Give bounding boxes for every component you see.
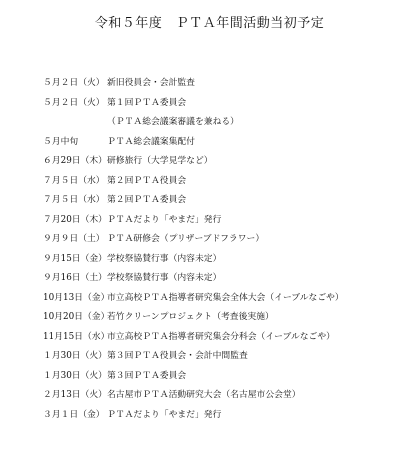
schedule-row	[43, 189, 413, 209]
schedule-date: ９月15日（金）	[43, 253, 107, 264]
schedule-row	[43, 72, 413, 92]
schedule-row	[43, 306, 413, 326]
schedule-row	[43, 287, 413, 307]
schedule-date: ６月29日（木）	[43, 156, 107, 167]
schedule-event: 第３回ＰＴＡ委員会	[107, 370, 187, 381]
schedule-row	[43, 384, 413, 404]
schedule-row	[43, 150, 413, 170]
schedule-event: 名古屋市ＰＴＡ活動研究大会（名古屋市公会堂）	[107, 390, 301, 401]
schedule-row	[43, 345, 413, 365]
schedule-date: ５月中旬	[43, 136, 79, 147]
schedule-event: 研修旅行（大学見学など）	[107, 156, 213, 167]
schedule-event: ＰＴＡだより「やまだ」発行	[107, 214, 222, 225]
schedule-row	[43, 228, 413, 248]
schedule-row	[43, 111, 413, 131]
schedule-event: 第３回ＰＴＡ役員会・会計中間監査	[107, 351, 248, 362]
schedule-date: ９月16日（土）	[43, 273, 107, 284]
schedule-date: ７月20日（木）	[43, 214, 107, 225]
schedule-date: １月30日（火）	[43, 370, 107, 381]
schedule-date: ３月１日（金）	[43, 409, 105, 420]
schedule-date: ７月５日（水）	[43, 195, 105, 206]
schedule-date: ９月９日（土）	[43, 234, 105, 245]
schedule-event: 第２回ＰＴＡ委員会	[107, 195, 187, 206]
schedule-event: 若竹クリーンプロジェクト（考査後実施）	[107, 312, 274, 323]
schedule-row	[43, 248, 413, 268]
schedule-row	[43, 170, 413, 190]
schedule-date: １月30日（火）	[43, 351, 107, 362]
schedule-row	[43, 365, 413, 385]
schedule-row	[43, 131, 413, 151]
schedule-event: （ＰＴＡ総会議案審議を兼ねる）	[107, 117, 239, 128]
schedule-row	[43, 326, 413, 346]
schedule-event: 市立高校ＰＴＡ指導者研究集会全体大会（イーブルなごや）	[107, 292, 344, 303]
schedule-date: ５月２日（火）	[43, 97, 105, 108]
schedule-event: 学校祭協賛行事（内容未定）	[107, 273, 222, 284]
schedule-event: ＰＴＡ研修会（プリザーブドフラワー）	[107, 234, 265, 245]
schedule-list	[43, 72, 413, 423]
schedule-event: 第１回ＰＴＡ委員会	[107, 97, 187, 108]
schedule-row	[43, 209, 413, 229]
schedule-row	[43, 267, 413, 287]
schedule-date: ５月２日（火）	[43, 78, 105, 89]
schedule-date: ７月５日（水）	[43, 175, 105, 186]
schedule-event: 学校祭協賛行事（内容未定）	[107, 253, 222, 264]
schedule-event: 新旧役員会・会計監査	[107, 78, 195, 89]
schedule-date: ２月13日（火）	[43, 390, 107, 401]
schedule-row	[43, 92, 413, 112]
schedule-row	[43, 404, 413, 424]
schedule-date: 10月13日（金）	[43, 292, 110, 303]
schedule-event: ＰＴＡ総会議案集配付	[107, 136, 195, 147]
schedule-event: 市立高校ＰＴＡ指導者研究集会分科会（イーブルなごや）	[107, 331, 335, 342]
schedule-date: 10月20日（金）	[43, 312, 110, 323]
page-title: 令和５年度 ＰＴＡ年間活動当初予定	[94, 16, 325, 31]
schedule-event: ＰＴＡだより「やまだ」発行	[107, 409, 222, 420]
schedule-event: 第２回ＰＴＡ役員会	[107, 175, 187, 186]
schedule-date: 11月15日（水）	[43, 331, 110, 342]
